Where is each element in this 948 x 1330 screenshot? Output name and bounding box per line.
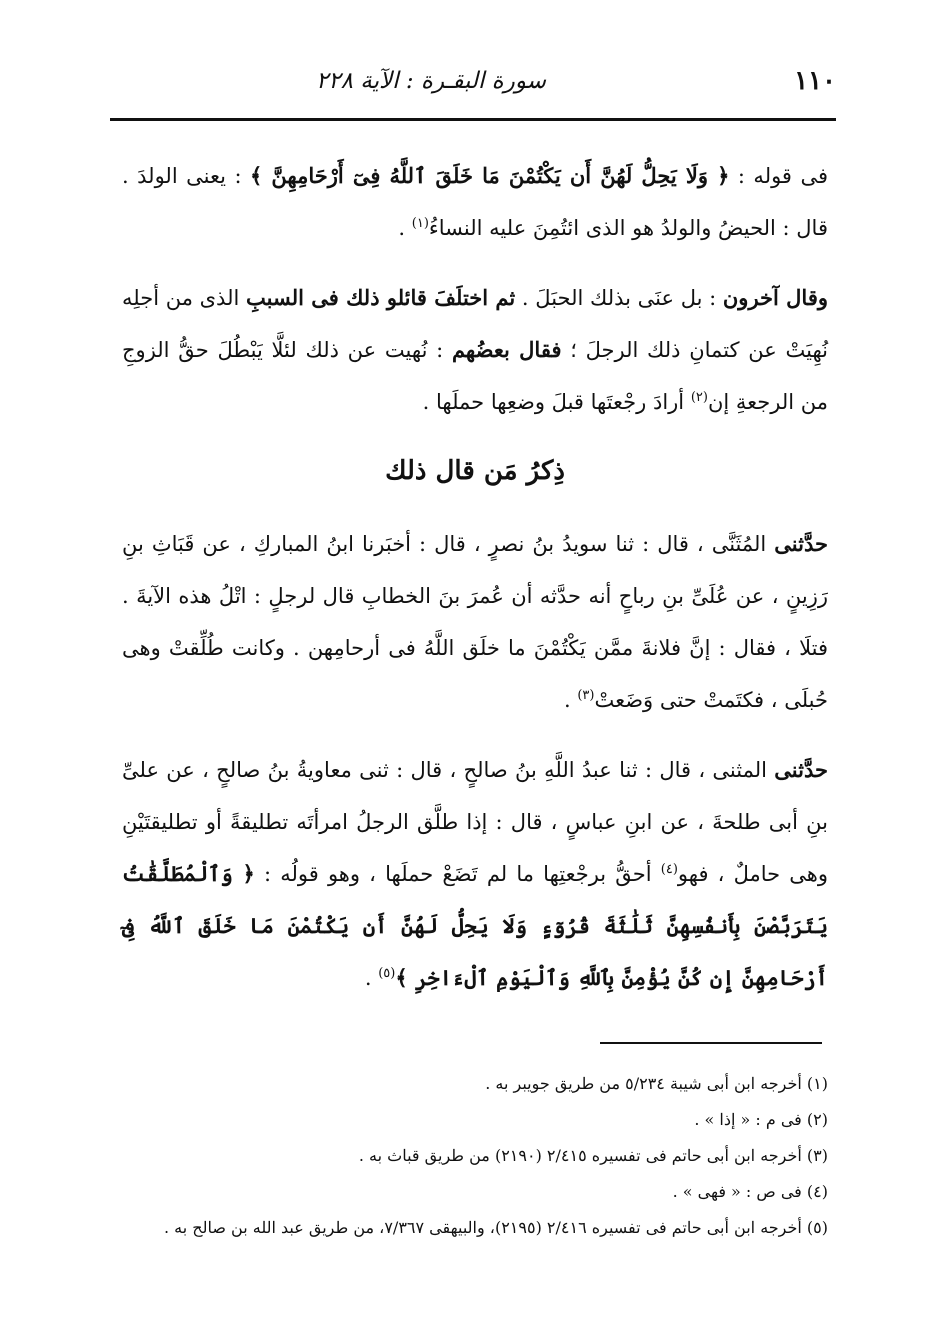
footnote-2: (٢) فى م : « إذا » . xyxy=(694,1110,828,1129)
page-header xyxy=(112,66,836,106)
footnote-ref: (٥) xyxy=(378,966,396,981)
section-heading: ذِكرُ مَن قال ذلك xyxy=(385,456,565,486)
footnote-3: (٣) أخرجه ابن أبى حاتم فى تفسيره ٢/٤١٥ (٢١٩٠) من طريق قباث به . xyxy=(358,1146,828,1165)
p3-text: المُثَنَّى ، قال : ثنا سويدُ بنُ نصرٍ ، قال : أخبَرنا ابنُ المباركِ ، عن قَبَاثِ بنِ رَزِينٍ ، عن عُلَىِّ بنِ رباحٍ أنه حدَّثه أن عُمرَ بنَ الخطابِ قال لرجلٍ : اتْلُ هذه الآيةَ . فتلَا ، فقال : إنَّ فلانةَ ممَّن يَكْتُمْنَ ما خلَق اللَّهُ فى أرحامِهن . وكانت طُلِّقتْ وهى حُبلَى ، فكتَمتْ حتى وَضَعتْ xyxy=(122,532,828,712)
quran-close-bracket: ﴾ xyxy=(395,965,408,990)
quran-open-bracket: ﴿ xyxy=(717,163,730,188)
quran-close-bracket: ﴾ xyxy=(250,163,263,188)
header-rule xyxy=(110,118,836,121)
p2-text-3: : نُهيت عن ذلك لئلَّا يَبْطُلَ حقُّ الزوجِ من الرجعةِ إن xyxy=(122,338,828,414)
footnotes xyxy=(122,1066,828,1246)
p4-text-1: المثنى ، قال : ثنا عبدُ اللَّهِ بنُ صالحٍ ، قال : ثنى معاويةُ بنُ صالحٍ ، عن علىِّ بنِ أبى طلحةَ ، عن ابنِ عباسٍ ، قال : إذا طلَّق الرجلُ امرأتَه تطليقةً أو تطليقتَيْنِ وهى حاملٌ ، فهو xyxy=(122,758,828,886)
p4-end: . xyxy=(364,966,379,990)
p2-text-1: : بل عنَى بذلك الحبَلَ . xyxy=(515,286,723,310)
paragraph-1 xyxy=(122,150,828,254)
p1-text: : يعنى الولدَ . قال : الحيضُ والولدُ هو الذى ائتُمِنَ عليه النساءُ xyxy=(122,164,828,240)
p1-lead: فى قوله : xyxy=(729,164,828,188)
quran-open-bracket: ﴿ xyxy=(242,861,255,886)
p3-end: . xyxy=(563,688,578,712)
footnote-ref: (٢) xyxy=(690,390,708,405)
paragraph-4 xyxy=(122,744,828,1004)
footnote-ref: (٣) xyxy=(577,688,595,703)
quran-verse: وَلَا يَحِلُّ لَهُنَّ أَن يَكْتُمْنَ مَا خَلَقَ ٱللَّهُ فِىٓ أَرْحَامِهِنَّ xyxy=(262,163,718,188)
main-text xyxy=(122,150,828,1022)
p2-bold-1: ثم اختلَفَ قائلو ذلك فى السببِ xyxy=(246,285,516,310)
p2-bold-2: فقال بعضُهم xyxy=(451,337,562,362)
paragraph-2 xyxy=(122,272,828,428)
footnote-ref: (٤) xyxy=(660,862,678,877)
footnote-ref: (١) xyxy=(411,216,429,231)
footnote-1: (١) أخرجه ابن أبى شيبة ٥/٢٣٤ من طريق جويبر به . xyxy=(485,1074,828,1093)
paragraph-3 xyxy=(122,518,828,726)
p2-text-4: أرادَ رجْعتَها قبلَ وضعِها حملَها . xyxy=(422,390,691,414)
p2-lead: وقال آخرون xyxy=(722,285,828,310)
footnote-4: (٤) فى ص : « فهى » . xyxy=(672,1182,828,1201)
p2-text-2: الذى من أجلِه نُهِيَتْ عن كتمانِ ذلك الرجلَ ؛ xyxy=(122,286,828,362)
footnote-rule xyxy=(600,1042,822,1044)
p3-lead: حدَّثنى xyxy=(774,531,828,556)
quran-verse: وَٱلْمُطَلَّقَٰتُ يَتَرَبَّصْنَ بِأَنفُسِهِنَّ ثَلَٰثَةَ قُرُوٓءٍ وَلَا يَحِلُّ لَهُنَّ أَن يَكْتُمْنَ مَا خَلَقَ ٱللَّهُ فِىٓ أَرْحَامِهِنَّ إِن كُنَّ يُؤْمِنَّ بِٱللَّهِ وَٱلْيَوْمِ ٱلْءَاخِرِ xyxy=(122,861,828,990)
footnote-5: (٥) أخرجه ابن أبى حاتم فى تفسيره ٢/٤١٦ (٢١٩٥)، والبيهقى ٧/٣٦٧، من طريق عبد الله بن صالح به . xyxy=(163,1218,828,1237)
p4-text-2: أحقُّ برجْعتِها ما لم تَضَعْ حملَها ، وهو قولُه : xyxy=(254,862,661,886)
page-number: ١١٠ xyxy=(794,66,836,96)
p1-end: . xyxy=(398,216,412,240)
running-title: سورة البقـرة : الآية ٢٢٨ xyxy=(315,68,546,94)
p4-lead: حدَّثنى xyxy=(774,757,828,782)
